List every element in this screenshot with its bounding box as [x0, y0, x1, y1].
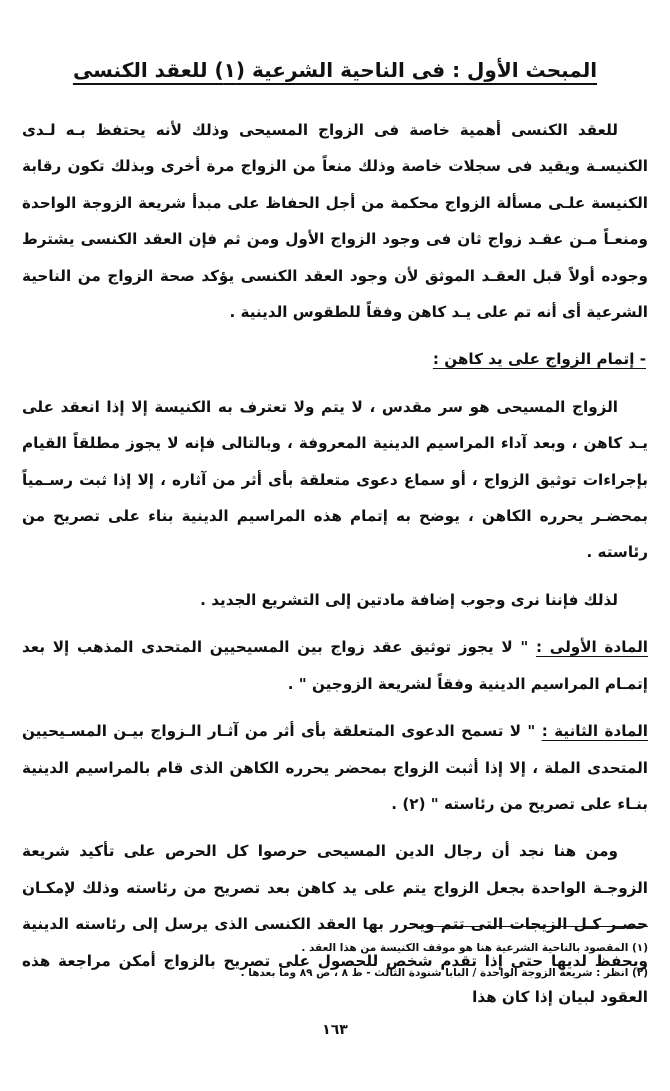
article-two-label: المادة الثانية : — [541, 722, 648, 741]
body-text — [22, 112, 648, 1015]
paragraph-proposal: لذلك فإننا نرى وجوب إضافة مادتين إلى التشريع الجديد . — [200, 590, 618, 609]
footnotes — [22, 936, 648, 986]
paragraph-marriage-sacrament: الزواج المسيحى هو سر مقدس ، لا يتم ولا تعترف به الكنيسة إلا إذا انعقد على يـد كاهن ، وبعد آداء المراسيم الدينية المعروفة ، وبالتالى فإنه لا يجوز مطلقاً القيام بإجراءات توثيق الزواج ، أو سماع دعوى متعلقة بأى أثر من آثاره ، إلا إذا ثبت رسـمياً بمحضـر يحرره الكاهن ، يوضح به إتمام هذه المراسيم الدينية بناء على تصريح من رئاسته . — [22, 397, 648, 562]
article-one-label: المادة الأولى : — [535, 638, 648, 657]
paragraph-intro: للعقد الكنسى أهمية خاصة فى الزواج المسيحى وذلك لأنه يحتفظ بـه لـدى الكنيسـة ويقيد فى سجلات خاصة وذلك منعاً من الزواج مرة أخرى وبذلك تكون رقابة الكنيسة علـى مسألة الزواج محكمة من أجل الحفاظ على مبدأ شريعة الزوجة الواحدة ومنعـاً مـن عقـد زواج ثان فى وجود الزواج الأول ومن ثم فإن العقد الكنسى يشترط وجوده أولاً قبل العقـد الموثق لأن وجود العقد الكنسى يؤكد صحة الزواج من الناحية الشرعية أى أنه تم على يـد كاهن وفقاً للطقوس الدينية . — [22, 121, 648, 322]
subheading — [22, 341, 648, 377]
footnote-2: (٢) انظر : شريعة الزوجة الواحدة / البابا شنودة الثالث - ط ٨ ، ص ٨٩ وما بعدها . — [240, 967, 648, 979]
paragraph-conclusion: ومن هنا نجد أن رجال الدين المسيحى حرصوا كل الحرص على تأكيد شريعة الزوجـة الواحدة بجعل الزواج يتم على يد كاهن بعد تصريح من رئاسته وذلك لإمكـان حصـر كـل الزيجات التى تتم ويحرر بها العقد الكنسى الذى يرسل إلى رئاسته الدينية ويحفظ لديها حتى إذا تقدم شخص للحصول على تصريح بالزواج أمكن مراجعة هذه العقود لبيان إذا كان هذا — [22, 842, 648, 1006]
paragraph-article-one — [22, 629, 648, 702]
section-title-text: المبحث الأول : فى الناحية الشرعية (١) للعقد الكنسى — [72, 58, 598, 82]
article-one-text: " لا يجوز توثيق عقد زواج بين المسيحيين المتحدى المذهب إلا بعد إتمـام المراسيم الدينية وفقاً لشريعة الزوجين " . — [22, 638, 648, 693]
section-title — [60, 58, 610, 82]
paragraph-article-two — [22, 713, 648, 822]
subheading-text: - إتمام الزواج على يد كاهن : — [432, 350, 646, 369]
footnote-1: (١) المقصود بالناحية الشرعية هنا هو موقف الكنيسة من هذا العقد . — [301, 942, 648, 954]
article-two-text: " لا تسمح الدعوى المتعلقة بأى أثر من آثـار الـزواج بيـن المسـيحيين المتحدى الملة ، إلا إذا أثبت الزواج بمحضر يحرره الكاهن الذى قام بالمراسيم الدينية بنـاء على تصريح من رئاسته " (٢) . — [22, 722, 648, 813]
footnote-separator — [418, 926, 648, 927]
page-number: ١٦٣ — [322, 1022, 348, 1038]
